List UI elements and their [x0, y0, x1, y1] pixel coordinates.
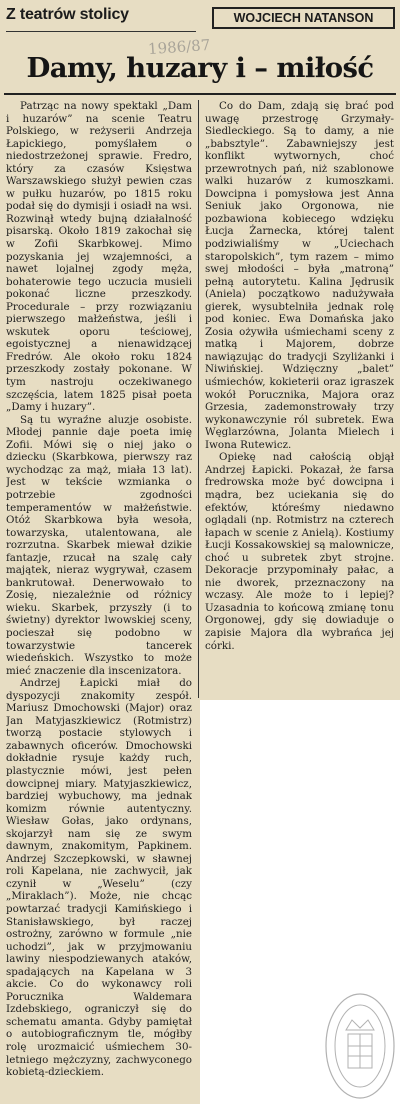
- article-left-column: [6, 100, 192, 1096]
- paragraph: Andrzej Łapicki miał do dyspozycji znakomity zespół. Mariusz Dmochowski (Major) oraz Jan Matyjaszkiewicz (Rotmistrz) tworzą postacie stylowych i zabawnych oficerów. Dmochowski dokładnie rysuje każdy ruch, plastycznie mówi, jest pełen dowcipnej miary. Matyjaszkiewicz, bardziej wybuchowy, ma jednak komizm równie autentyczny. Wiesław Gołas, jako ordynans, skojarzył nam się ze swym dawnym, znakomitym, Papkinem. Andrzej Szczepkowski, w sławnej roli Kapelana, nie zachwycił, jak czynił w „Weselu” (czy „Miraklach”). Może, nie chcąc powtarzać tradycji Kamińskiego i Stanisławskiego, był raczej ostrożny, zarówno w formule „nie uchodzi”, jak w przyjmowaniu lawiny niespodziewanych ataków, spadających na Kapelana w 3 akcie. Co do wykonawcy roli Porucznika Waldemara Izdebskiego, ograniczył się do schematu amanta. Gdyby pamiętał o autobiograficznym tle, mógłby rolę urozmaicić uśmiechem 30-letniego mężczyzny, zachwyconego kobietą-dzieckiem.: [6, 677, 192, 1079]
- section-rubric: Z teatrów stolicy: [6, 6, 129, 23]
- paragraph: Są tu wyraźne aluzje osobiste. Młodej pannie daje poeta imię Zofii. Mówi się o niej jako o dziecku (Skarbkowa, pierwszy raz wychodząc za mąż, miała 13 lat). Jest w tekście wzmianka o potrzebie zgodności temperamentów w małżeństwie. Otóż Skarbkowa była wesoła, towarzyska, utalentowana, ale rozrzutna. Skarbek miewał dzikie fantazje, rzucał na szalę cały majątek, nieraz wygrywał, czasem bankrutował. Denerwowało to Zosię, niezależnie od różnicy wieku. Skarbek, przyszły (i to świetny) dyrektor lwowskiej sceny, pocieszał się podobno w towarzystwie tancerek wiedeńskich. Wszystko to może mieć znaczenie dla inscenizatora.: [6, 413, 192, 677]
- author-byline: WOJCIECH NATANSON: [212, 7, 395, 29]
- rubric-underline: [6, 31, 196, 32]
- column-divider: [198, 100, 199, 698]
- article-right-column: [205, 100, 394, 700]
- article-headline: Damy, huzary i – miłość: [26, 52, 374, 84]
- paragraph: Patrząc na nowy spektakl „Dam i huzarów” na scenie Teatru Polskiego, w reżyserii Andrzeja Łapickiego, pomyślałem o niedostrzeżonej sprawie. Fredro, który za czasów Księstwa Warszawskiego służył pewien czas w pułku huzarów, po 1815 roku podał się do dymisji i osiadł na wsi. Rozwinął wtedy bujną działalność pisarską. Około 1819 zakochał się w Zofii Skarbkowej. Mimo pozyskania jej wzajemności, a nawet lojalnej zgody męża, bohaterowie tego uczucia musieli pokonać liczne przeszkody. Procedurale – przy rozwiązaniu pierwszego małżeństwa, jeśli i wskutek oporu teściowej, egoistycznej a nienawidzącej Fredrów. Ale około roku 1824 przeszkody zostały pokonane. W tym nastroju oczekiwanego szczęścia, latem 1825 pisał poeta „Damy i huzary”.: [6, 100, 192, 414]
- headline-rule: [4, 93, 396, 95]
- handwritten-date: 1986/87: [147, 35, 211, 59]
- archive-seal-stamp: [322, 990, 398, 1102]
- paragraph: Opiekę nad całością objął Andrzej Łapicki. Pokazał, że farsa fredrowska może być dowcipna i mądra, bez uciekania się do efektów, któreśmy niedawno oglądali (np. Rotmistrz na czterech łapach w scenie z Anielą). Kostiumy Łucji Kossakowskiej są malownicze, choć u subretek zbyt strojne. Dekoracje przypominały pałac, a nie dworek, przeznaczony na wczasy. Ale może to i lepiej? Uzasadnia to końcową zmianę tonu Orgonowej, gdy się dowiaduje o zapisie Majora dla wybrańca jej córki.: [205, 451, 394, 652]
- paragraph: Co do Dam, zdają się brać pod uwagę przestrogę Grzymały-Siedleckiego. Są to damy, a nie „babsztyle”. Zabawniejszy jest konflikt wytwornych, choć przewrotnych pań, niż szablonowe walki huzarów z kumoszkami. Dowcipna i pomysłowa jest Anna Seniuk jako Orgonowa, nie pozbawiona kobiecego wdzięku Łucja Żarnecka, której talent podziwialiśmy w „Uciechach staropolskich”, tym razem – mimo swej młodości – była „matroną” pełną autorytetu. Kalina Jędrusik (Aniela) początkowo nadużywała gierek, wysubtelniła jednak rolę pod koniec. Ewa Domańska jako Zosia ożywiła uśmiechami sceny z matką i Majorem, dobrze nawiązując do tradycji Szyliżanki i Niwińskiej. Wdzięczny „balet” uśmiechów, kokieterii oraz igraszek wokół Porucznika, Majora oraz Grzesia, zademonstrowały trzy wykonawczynie ról subretek. Ewa Węglarzówna, Jolanta Mielech i Iwona Rutewicz.: [205, 100, 394, 451]
